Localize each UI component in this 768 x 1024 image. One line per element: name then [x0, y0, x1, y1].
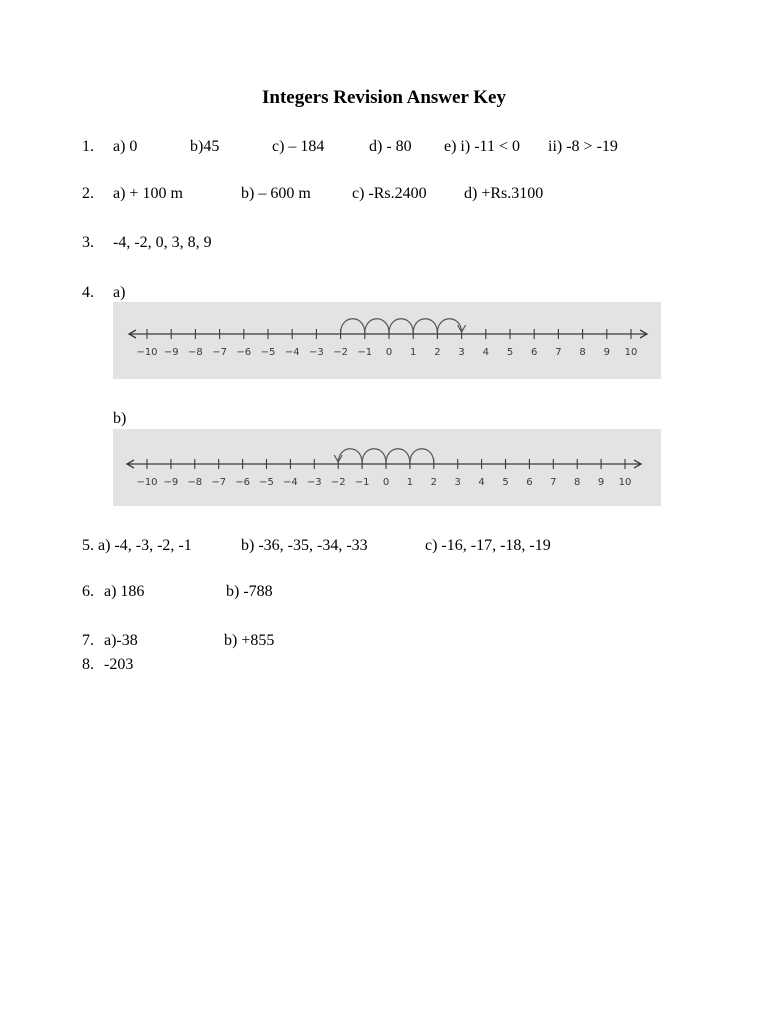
tick-label: 5: [506, 347, 514, 358]
jump-arc: [341, 319, 365, 333]
jump-arc: [386, 449, 410, 463]
question-number: 7.: [82, 632, 94, 649]
jump-arc: [365, 319, 389, 333]
tick-label: 0: [382, 477, 390, 488]
question-number: 8.: [82, 656, 94, 673]
tick-label: −8: [188, 347, 203, 358]
tick-label: −8: [187, 477, 203, 488]
number-line-photo-b: [113, 429, 661, 506]
tick-label: −5: [259, 477, 274, 488]
tick-label: −9: [163, 477, 179, 488]
tick-label: 7: [550, 477, 557, 488]
tick-label: −4: [284, 347, 300, 358]
tick-label: −7: [212, 347, 227, 358]
tick-label: 6: [531, 347, 538, 358]
tick-label: −1: [357, 347, 373, 358]
tick-label: −10: [136, 477, 158, 488]
tick-label: −6: [235, 477, 250, 488]
tick-label: 9: [603, 347, 610, 358]
tick-label: 9: [597, 477, 605, 488]
answer-2d: d) +Rs.3100: [464, 185, 544, 202]
tick-label: 2: [434, 347, 441, 358]
answer-1c: c) – 184: [272, 138, 325, 155]
tick-label: −3: [309, 347, 324, 358]
answer-1b: b)45: [190, 138, 220, 155]
tick-label: −9: [163, 347, 179, 358]
question-number: 6.: [82, 583, 94, 600]
answer-5b: b) -36, -35, -34, -33: [241, 537, 368, 554]
question-number: 1.: [82, 138, 94, 155]
tick-label: 2: [430, 477, 437, 488]
answer-5c: c) -16, -17, -18, -19: [425, 537, 551, 554]
jump-arc: [410, 449, 434, 463]
tick-label: 7: [555, 347, 562, 358]
answer-4a-label: a): [113, 284, 126, 301]
answer-1a: a) 0: [113, 138, 138, 155]
answer-2a: a) + 100 m: [113, 185, 183, 202]
question-number: 3.: [82, 234, 94, 251]
tick-label: −2: [330, 477, 346, 488]
answer-6a: a) 186: [104, 583, 145, 600]
tick-label: 0: [385, 347, 393, 358]
tick-label: 1: [410, 347, 417, 358]
answer-7a: a)-38: [104, 632, 138, 649]
tick-label: 8: [574, 477, 581, 488]
tick-label: 6: [526, 477, 533, 488]
tick-label: −5: [260, 347, 276, 358]
tick-label: −2: [333, 347, 348, 358]
tick-label: −1: [354, 477, 370, 488]
answer-1e-ii: ii) -8 > -19: [548, 138, 618, 155]
jump-arc: [413, 319, 437, 333]
tick-label: 5: [502, 477, 509, 488]
answer-4b-label: b): [113, 410, 127, 427]
answer-2b: b) – 600 m: [241, 185, 311, 202]
question-number: 4.: [82, 284, 94, 301]
answer-3: -4, -2, 0, 3, 8, 9: [113, 234, 212, 251]
tick-label: −10: [136, 347, 158, 358]
tick-label: −3: [306, 477, 322, 488]
answer-6b: b) -788: [226, 583, 273, 600]
number-line-photo-a: [113, 302, 661, 379]
answer-8: -203: [104, 656, 134, 673]
answer-5a: 5. a) -4, -3, -2, -1: [82, 537, 192, 554]
tick-label: 3: [454, 477, 461, 488]
page-title: Integers Revision Answer Key: [262, 87, 506, 108]
tick-label: 10: [624, 347, 638, 358]
tick-label: 4: [482, 347, 489, 358]
tick-label: −7: [211, 477, 227, 488]
number-line-a: [113, 302, 661, 379]
jump-arc: [362, 449, 386, 463]
tick-label: −6: [236, 347, 252, 358]
jump-arc: [389, 319, 413, 333]
tick-label: 8: [579, 347, 586, 358]
answer-7b: b) +855: [224, 632, 275, 649]
tick-label: 3: [458, 347, 465, 358]
tick-label: 4: [478, 477, 485, 488]
question-number: 2.: [82, 185, 94, 202]
tick-label: −4: [283, 477, 298, 488]
answer-2c: c) -Rs.2400: [352, 185, 427, 202]
answer-1d: d) - 80: [369, 138, 412, 155]
tick-label: 1: [406, 477, 414, 488]
answer-1e: e) i) -11 < 0: [444, 138, 520, 155]
number-line-b: [113, 429, 661, 506]
tick-label: 10: [618, 477, 632, 488]
